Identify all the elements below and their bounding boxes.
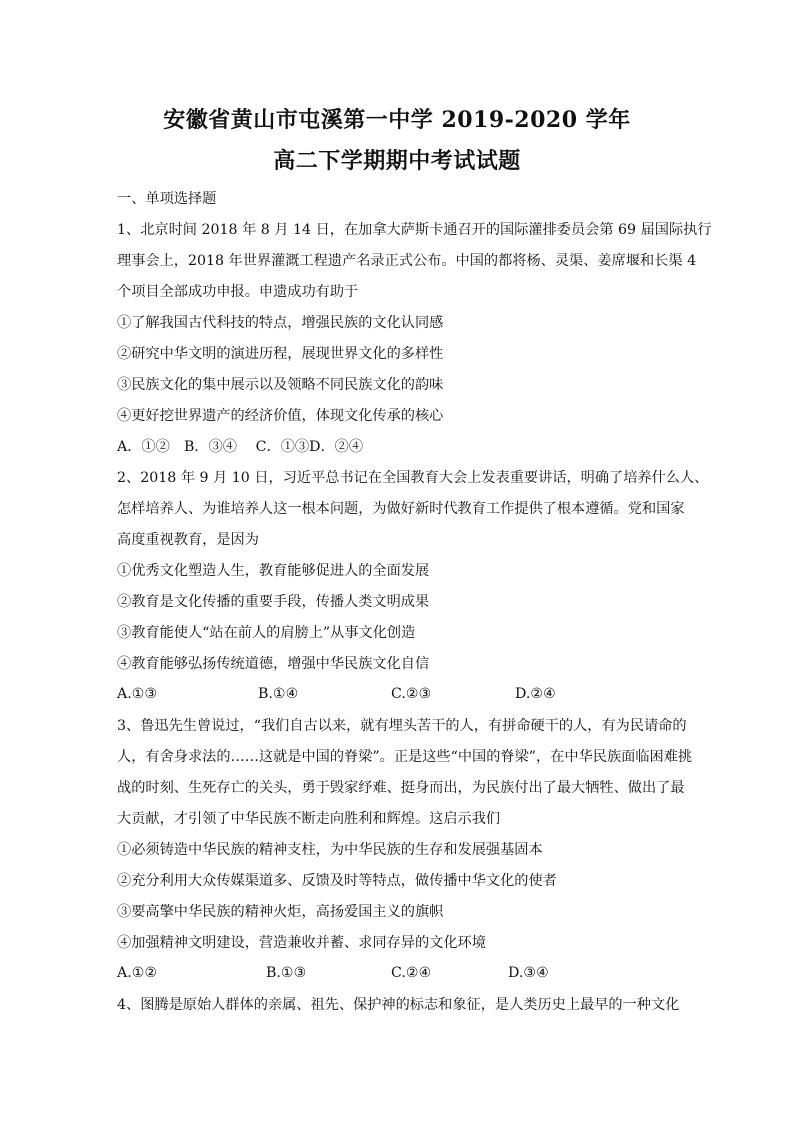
q2-option-4: ④教育能够弘扬传统道德，增强中华民族文化自信 — [117, 656, 430, 672]
q3-option-2: ②充分利用大众传媒渠道多、反馈及时等特点，做传播中华文化的使者 — [117, 873, 557, 889]
q1-option-3: ③民族文化的集中展示以及领略不同民族文化的韵味 — [117, 377, 444, 393]
q3-choice-b: B.①③ — [266, 965, 307, 981]
section-heading: 一、单项选择题 — [117, 191, 217, 207]
q2-choice-b: B.①④ — [258, 686, 299, 702]
q2-option-3: ③教育能使人“站在前人的肩膀上”从事文化创造 — [117, 625, 416, 641]
exam-subtitle: 高二下学期期中考试试题 — [273, 148, 521, 174]
q3-option-4: ④加强精神文明建设，营造兼收并蓄、求同存异的文化环境 — [117, 935, 486, 951]
q3-option-3: ③要高擎中华民族的精神火炬，高扬爱国主义的旗帜 — [117, 904, 444, 920]
q3-choice-c: C.②④ — [391, 965, 432, 981]
q2-stem-line-1: 2、2018 年 9 月 10 日，习近平总书记在全国教育大会上发表重要讲话，明确了培养什么人、 — [117, 470, 709, 486]
q2-option-2: ②教育是文化传播的重要手段，传播人类文明成果 — [117, 594, 430, 610]
q3-stem-line-3: 战的时刻、生死存亡的关头，勇于毁家纾难、挺身而出，为民族付出了最大牺牲、做出了最 — [117, 780, 685, 796]
q1-option-2: ②研究中华文明的演进历程，展现世界文化的多样性 — [117, 346, 444, 362]
q2-choice-a: A.①③ — [117, 686, 158, 702]
q2-choice-c: C.②③ — [391, 686, 432, 702]
q3-stem-line-2: 人，有舍身求法的……这就是中国的脊梁”。正是这些“中国的脊梁”，在中华民族面临困难挑 — [117, 749, 693, 765]
q1-stem-line-1: 1、北京时间 2018 年 8 月 14 日，在加拿大萨斯卡通召开的国际灌排委员会第 69 届国际执行 — [117, 222, 712, 238]
q3-stem-line-1: 3、鲁迅先生曾说过，“我们自古以来，就有埋头苦干的人，有拼命硬干的人，有为民请命的 — [117, 718, 687, 734]
q1-stem-line-3: 个项目全部成功申报。申遗成功有助于 — [117, 284, 359, 300]
exam-title: 安徽省黄山市屯溪第一中学 2019-2020 学年 — [163, 107, 631, 133]
q2-option-1: ①优秀文化塑造人生，教育能够促进人的全面发展 — [117, 563, 430, 579]
q1-option-4: ④更好挖世界遗产的经济价值，体现文化传承的核心 — [117, 408, 444, 424]
q3-stem-line-4: 大贡献，才引领了中华民族不断走向胜利和辉煌。这启示我们 — [117, 811, 501, 827]
q4-stem-line-1: 4、图腾是原始人群体的亲属、祖先、保护神的标志和象征，是人类历史上最早的一种文化 — [117, 997, 680, 1013]
q2-stem-line-3: 高度重视教育，是因为 — [117, 532, 259, 548]
q2-choice-d: D.②④ — [515, 686, 556, 702]
q2-stem-line-2: 怎样培养人、为谁培养人这一根本问题，为做好新时代教育工作提供了根本遵循。党和国家 — [117, 501, 685, 517]
q3-choice-d: D.③④ — [508, 965, 549, 981]
q1-stem-line-2: 理事会上，2018 年世界灌溉工程遗产名录正式公布。中国的都将杨、灵渠、姜席堰和长渠 4 — [117, 253, 697, 269]
q1-option-1: ①了解我国古代科技的特点，增强民族的文化认同感 — [117, 315, 444, 331]
q1-choices: A．①② B．③④ C．①③D．②④ — [117, 439, 364, 455]
q3-choice-a: A.①② — [117, 965, 158, 981]
q3-option-1: ①必须铸造中华民族的精神支柱，为中华民族的生存和发展强基固本 — [117, 842, 543, 858]
